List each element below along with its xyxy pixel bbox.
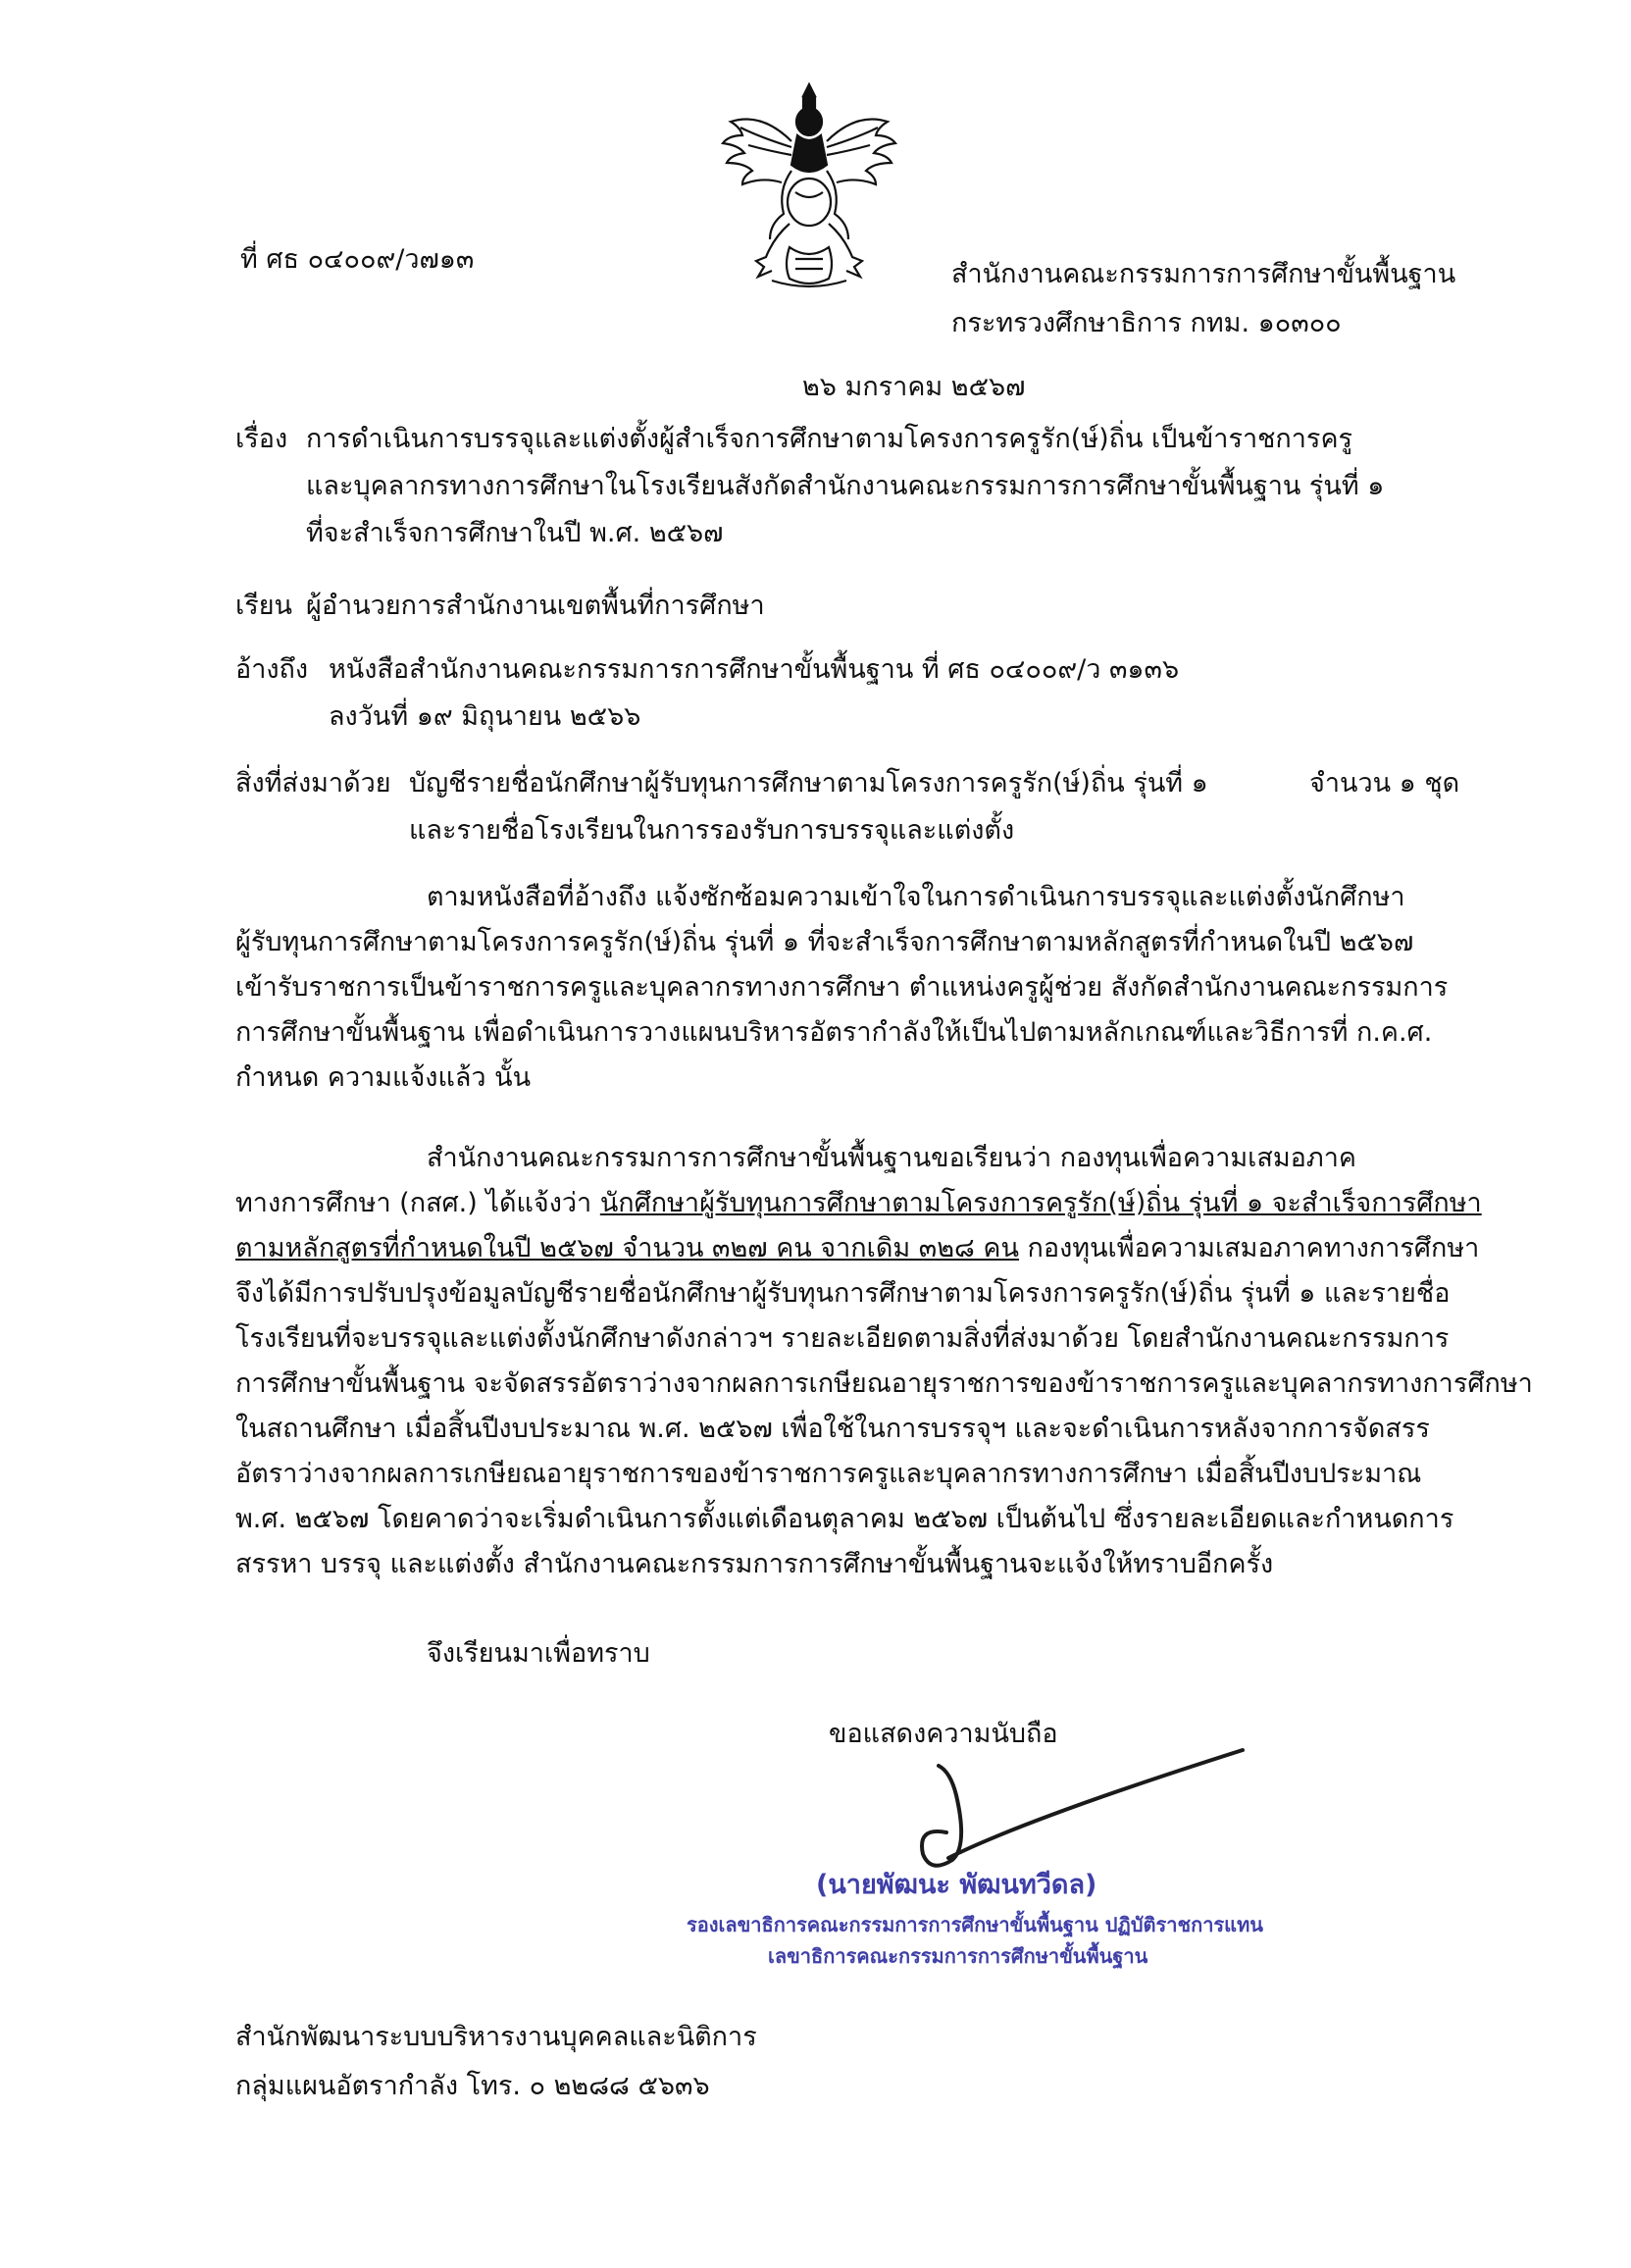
handwritten-signature-icon <box>888 1715 1250 1886</box>
paragraph-text: ทางการศึกษา (กสศ.) ได้แจ้งว่า <box>235 1188 600 1218</box>
enclosure-line: และรายชื่อโรงเรียนในการรองรับการบรรจุและแต่งตั้ง <box>409 815 1015 846</box>
subject-line: ที่จะสำเร็จการศึกษาในปี พ.ศ. ๒๕๖๗ <box>306 518 724 548</box>
issuer-name: สำนักงานคณะกรรมการการศึกษาขั้นพื้นฐาน <box>951 259 1456 289</box>
body-paragraph-2 <box>235 1136 1533 1587</box>
paragraph-line: จึงได้มีการปรับปรุงข้อมูลบัญชีรายชื่อนักศึกษาผู้รับทุนการศึกษาตามโครงการครูรัก(ษ์)ถิ่น รุ่นที่ ๑ และรายชื่อ <box>235 1278 1451 1309</box>
letter-date: ๒๖ มกราคม ๒๕๖๗ <box>802 372 1026 402</box>
paragraph-line: ตามหนังสือที่อ้างถึง แจ้งซักซ้อมความเข้าใจในการดำเนินการบรรจุและแต่งตั้งนักศึกษา <box>427 882 1405 912</box>
paragraph-line: กำหนด ความแจ้งแล้ว นั้น <box>235 1062 532 1093</box>
body-paragraph-1 <box>235 875 1448 1101</box>
recipient: ผู้อำนวยการสำนักงานเขตพื้นที่การศึกษา <box>306 591 765 621</box>
paragraph-line: เข้ารับราชการเป็นข้าราชการครูและบุคลากรทางการศึกษา ตำแหน่งครูผู้ช่วย สังกัดสำนักงานคณะกรรมการ <box>235 972 1449 1003</box>
reference-number: ที่ ศธ ๐๔๐๐๙/ว๗๑๓ <box>240 244 475 275</box>
subject-line: และบุคลากรทางการศึกษาในโรงเรียนสังกัดสำนักงานคณะกรรมการการศึกษาขั้นพื้นฐาน รุ่นที่ ๑ <box>306 471 1385 501</box>
paragraph-line: ผู้รับทุนการศึกษาตามโครงการครูรัก(ษ์)ถิ่น รุ่นที่ ๑ ที่จะสำเร็จการศึกษาตามหลักสูตรที่กำหนดในปี ๒๕๖๗ <box>235 927 1414 957</box>
reference-line: หนังสือสำนักงานคณะกรรมการการศึกษาขั้นพื้นฐาน ที่ ศธ ๐๔๐๐๙/ว ๓๑๓๖ <box>329 654 1180 685</box>
paragraph-line: สำนักงานคณะกรรมการการศึกษาขั้นพื้นฐานขอเรียนว่า กองทุนเพื่อความเสมอภาค <box>427 1143 1356 1173</box>
subject-label: เรื่อง <box>235 424 288 454</box>
enclosure-label: สิ่งที่ส่งมาด้วย <box>235 768 391 799</box>
reference-date: ลงวันที่ ๑๙ มิถุนายน ๒๕๖๖ <box>329 701 641 732</box>
paragraph-line <box>235 1226 1533 1271</box>
signatory-title: รองเลขาธิการคณะกรรมการการศึกษาขั้นพื้นฐาน ปฏิบัติราชการแทน <box>687 1913 1263 1936</box>
garuda-emblem-icon <box>721 77 897 294</box>
paragraph-text: กองทุนเพื่อความเสมอภาคทางการศึกษา <box>1018 1233 1480 1263</box>
regards: ขอแสดงความนับถือ <box>829 1719 1058 1749</box>
paragraph-line: พ.ศ. ๒๕๖๗ โดยคาดว่าจะเริ่มดำเนินการตั้งแต่เดือนตุลาคม ๒๕๖๗ เป็นต้นไป ซึ่งรายละเอียดและกำหนดการ <box>235 1504 1454 1534</box>
paragraph-line: อัตราว่างจากผลการเกษียณอายุราชการของข้าราชการครูและบุคลากรทางการศึกษา เมื่อสิ้นปีงบประมาณ <box>235 1459 1422 1489</box>
enclosure-quantity: จำนวน ๑ ชุด <box>1309 768 1460 799</box>
underlined-text: ตามหลักสูตรที่กำหนดในปี ๒๕๖๗ จำนวน ๓๒๗ คน จากเดิม ๓๒๘ คน <box>235 1233 1019 1263</box>
paragraph-line <box>235 1181 1533 1226</box>
paragraph-line: การศึกษาขั้นพื้นฐาน เพื่อดำเนินการวางแผนบริหารอัตรากำลังให้เป็นไปตามหลักเกณฑ์และวิธีการที่ ก.ค.ศ. <box>235 1017 1433 1048</box>
subject-line: การดำเนินการบรรจุและแต่งตั้งผู้สำเร็จการศึกษาตามโครงการครูรัก(ษ์)ถิ่น เป็นข้าราชการครู <box>306 424 1353 454</box>
reference-label: อ้างถึง <box>235 654 309 685</box>
underlined-text: นักศึกษาผู้รับทุนการศึกษาตามโครงการครูรัก(ษ์)ถิ่น รุ่นที่ ๑ จะสำเร็จการศึกษา <box>599 1188 1482 1218</box>
paragraph-line: ในสถานศึกษา เมื่อสิ้นปีงบประมาณ พ.ศ. ๒๕๖๗ เพื่อใช้ในการบรรจุฯ และจะดำเนินการหลังจากการจัดสรร <box>235 1414 1430 1444</box>
paragraph-line: การศึกษาขั้นพื้นฐาน จะจัดสรรอัตราว่างจากผลการเกษียณอายุราชการของข้าราชการครูและบุคลากรทางการศึกษา <box>235 1368 1533 1399</box>
closing-phrase: จึงเรียนมาเพื่อทราบ <box>427 1638 650 1669</box>
signatory-title: เลขาธิการคณะกรรมการการศึกษาขั้นพื้นฐาน <box>768 1944 1148 1968</box>
paragraph-line: สรรหา บรรจุ และแต่งตั้ง สำนักงานคณะกรรมการการศึกษาขั้นพื้นฐานจะแจ้งให้ทราบอีกครั้ง <box>235 1549 1274 1579</box>
signatory-name: (นายพัฒนะ พัฒนทวีดล) <box>816 1870 1097 1900</box>
recipient-label: เรียน <box>235 591 293 621</box>
enclosure-line: บัญชีรายชื่อนักศึกษาผู้รับทุนการศึกษาตามโครงการครูรัก(ษ์)ถิ่น รุ่นที่ ๑ <box>409 768 1208 799</box>
footer-office: สำนักพัฒนาระบบบริหารงานบุคคลและนิติการ <box>235 2022 757 2052</box>
paragraph-line: โรงเรียนที่จะบรรจุและแต่งตั้งนักศึกษาดังกล่าวฯ รายละเอียดตามสิ่งที่ส่งมาด้วย โดยสำนักงานคณะกรรมการ <box>235 1323 1450 1354</box>
issuer-address: กระทรวงศึกษาธิการ กทม. ๑๐๓๐๐ <box>951 308 1342 338</box>
footer-contact: กลุ่มแผนอัตรากำลัง โทร. ๐ ๒๒๘๘ ๕๖๓๖ <box>235 2071 710 2101</box>
